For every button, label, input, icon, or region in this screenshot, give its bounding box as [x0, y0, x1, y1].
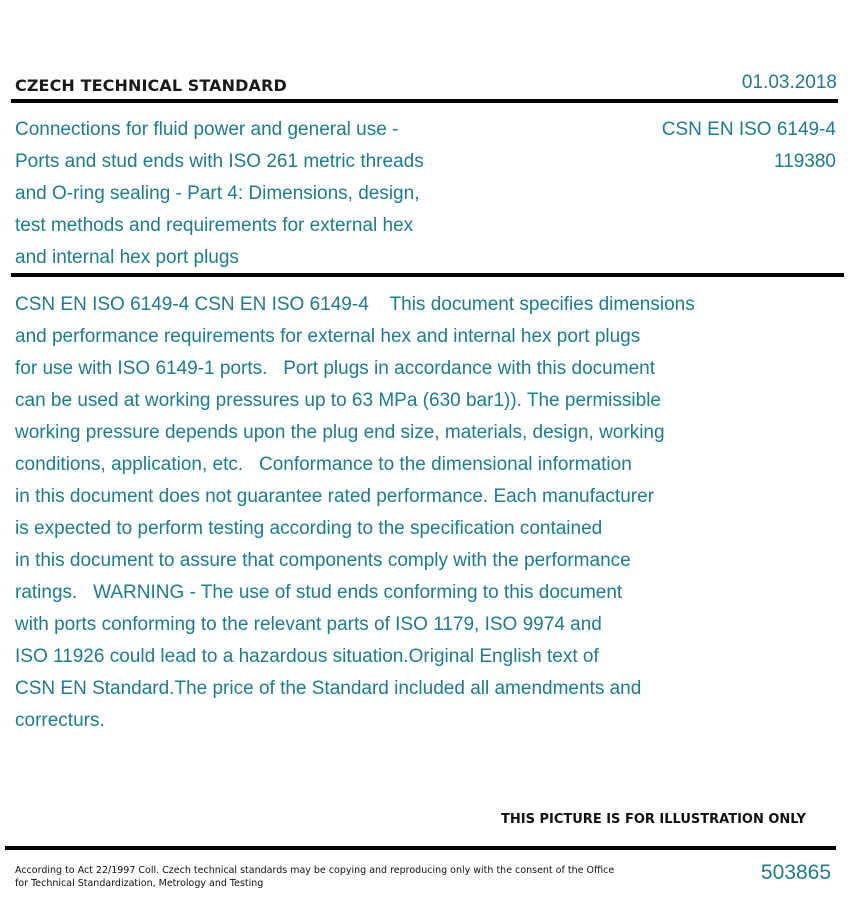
- title-line: test methods and requirements for external hex: [15, 215, 414, 236]
- abstract-line: CSN EN ISO 6149-4 CSN EN ISO 6149-4 This document specifies dimensions: [15, 294, 695, 315]
- legal-notice-line: According to Act 22/1997 Coll. Czech technical standards may be copying and reproducing only with the consent of the Office: [15, 865, 615, 876]
- abstract-line: conditions, application, etc. Conformance to the dimensional information: [15, 454, 632, 475]
- abstract-line: working pressure depends upon the plug end size, materials, design, working: [15, 422, 665, 443]
- abstract-line: and performance requirements for external hex and internal hex port plugs: [15, 326, 641, 347]
- title-line: and internal hex port plugs: [15, 247, 239, 268]
- illustration-disclaimer: THIS PICTURE IS FOR ILLUSTRATION ONLY: [501, 812, 806, 827]
- standard-number: CSN EN ISO 6149-4: [661, 119, 836, 140]
- publication-date: 01.03.2018: [741, 72, 837, 93]
- abstract-line: correcturs.: [15, 710, 105, 731]
- abstract-line: CSN EN Standard.The price of the Standard included all amendments and: [15, 678, 642, 699]
- bottom-divider: [5, 846, 836, 850]
- abstract-line: for use with ISO 6149-1 ports. Port plugs in accordance with this document: [15, 358, 655, 379]
- abstract-line: in this document to assure that components comply with the performance: [15, 550, 631, 571]
- title-line: Ports and stud ends with ISO 261 metric threads: [15, 151, 424, 172]
- abstract-line: can be used at working pressures up to 63 MPa (630 bar1)). The permissible: [15, 390, 661, 411]
- legal-notice-line: for Technical Standardization, Metrology and Testing: [15, 878, 264, 889]
- abstract-line: ISO 11926 could lead to a hazardous situation.Original English text of: [15, 646, 599, 667]
- standard-title: [15, 114, 495, 274]
- document-type-label: CZECH TECHNICAL STANDARD: [15, 76, 287, 95]
- document-id: 503865: [760, 861, 831, 884]
- abstract-line: is expected to perform testing according to the specification contained: [15, 518, 603, 539]
- abstract-line: ratings. WARNING - The use of stud ends conforming to this document: [15, 582, 623, 603]
- abstract-text: [15, 289, 815, 737]
- legal-notice: [15, 864, 615, 890]
- catalog-number: 119380: [774, 151, 836, 172]
- top-divider: [11, 99, 838, 103]
- standard-identifiers: [662, 114, 836, 178]
- title-line: Connections for fluid power and general use -: [15, 119, 399, 140]
- abstract-line: in this document does not guarantee rated performance. Each manufacturer: [15, 486, 654, 507]
- title-line: and O-ring sealing - Part 4: Dimensions, design,: [15, 183, 420, 204]
- abstract-line: with ports conforming to the relevant parts of ISO 1179, ISO 9974 and: [15, 614, 602, 635]
- middle-divider: [11, 273, 844, 277]
